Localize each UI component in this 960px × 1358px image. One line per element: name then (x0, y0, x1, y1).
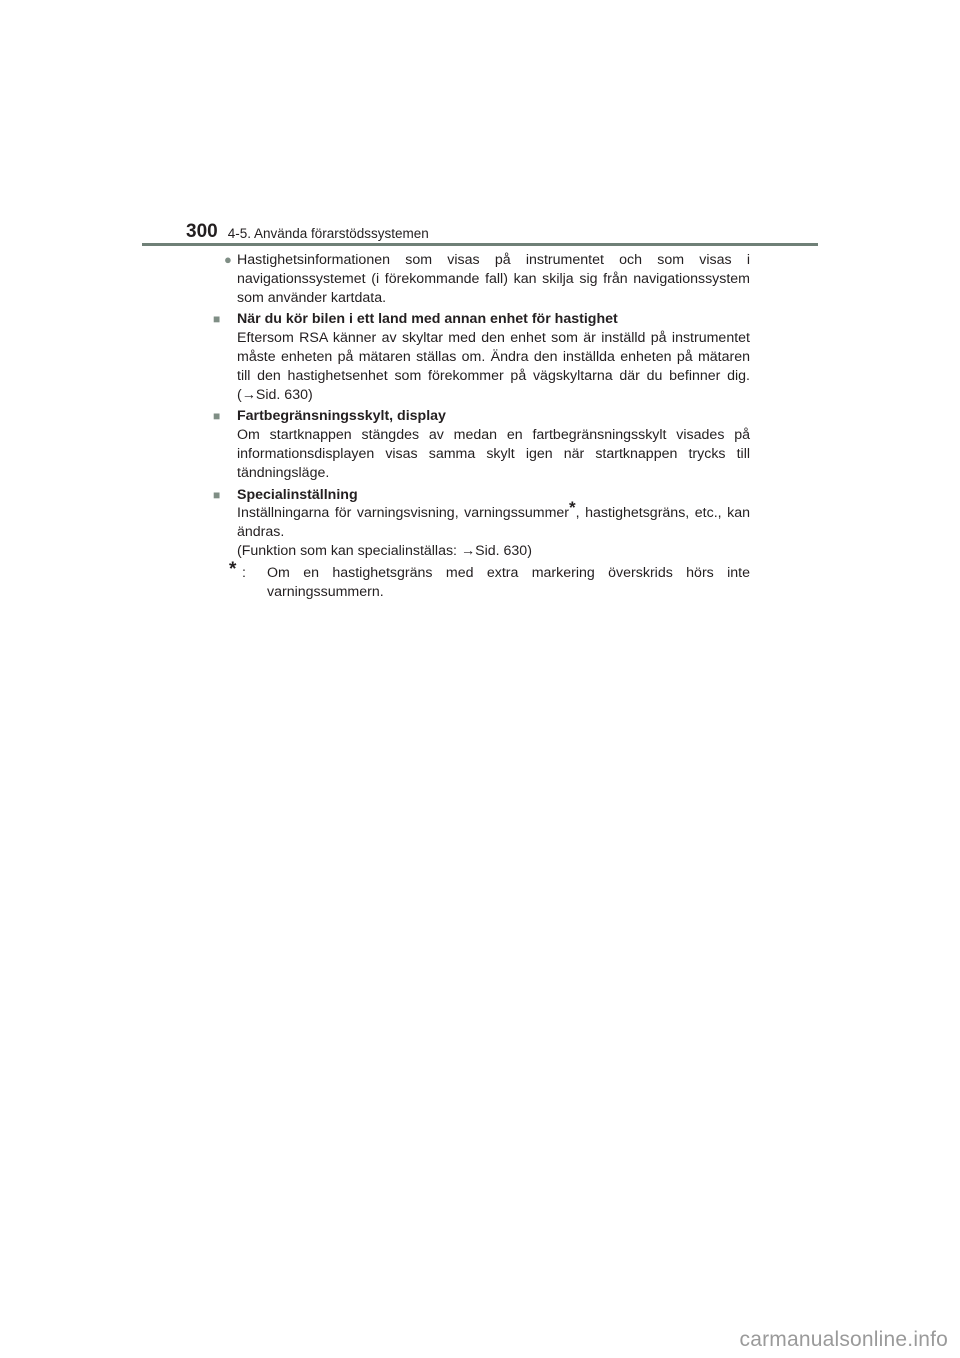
section-body: Om startknappen stängdes av medan en fartbegränsningsskylt visades på informationsdisplayen visas samma skylt igen när startknappen trycks till tändningsläge. (237, 427, 750, 481)
square-bullet-icon: ■ (213, 312, 221, 327)
section-heading-text: Fartbegränsningsskylt, display (237, 408, 446, 425)
section-body: Eftersom RSA känner av skyltar med den enhet som är inställd på instrumentet måste enheten på mätaren ställas om. Ändra den inställda enheten på mätaren till den hastighetsenhet som förekommer på vägskyltarna där du befinner dig. (→Sid. 630) (237, 330, 750, 403)
footnote-colon: : (242, 564, 246, 581)
section-unit-change (210, 310, 750, 404)
round-bullet-icon: ● (224, 252, 232, 267)
square-bullet-icon: ■ (213, 409, 221, 424)
header-divider (142, 243, 818, 246)
section-heading (210, 486, 750, 505)
footnote (210, 558, 750, 602)
watermark: carmanualsonline.info (739, 1328, 948, 1351)
bullet-text: Hastighetsinformationen som visas på instrumentet och som visas i navigationssystemet (i förekommande fall) kan skilja sig från navigationssystem som använder kartdata. (237, 252, 750, 306)
section-heading (210, 310, 750, 329)
section-customization (210, 486, 750, 561)
section-heading (210, 407, 750, 426)
page-header (186, 218, 429, 242)
footnote-text: Om en hastighetsgräns med extra markering överskrids hörs inte varningssummern. (267, 564, 750, 600)
section-heading-text: Specialinställning (237, 486, 358, 503)
section-body-text: Inställningarna för varningsvisning, varningssummer (237, 505, 570, 522)
bullet-item (210, 251, 750, 307)
section-body (210, 497, 750, 560)
page-content (210, 251, 750, 601)
section-body-text: , hastighetsgräns, etc., kan ändras. (237, 505, 750, 541)
page-number: 300 (186, 221, 218, 242)
footnote-reference: * (569, 497, 576, 517)
section-heading-text: När du kör bilen i ett land med annan enhet för hastighet (237, 311, 618, 328)
section-speed-sign (210, 407, 750, 482)
section-title: 4-5. Använda förarstödssystemen (227, 226, 429, 241)
section-body-reference: (Funktion som kan specialinställas: →Sid. 630) (237, 542, 532, 559)
footnote-mark: * (229, 558, 237, 580)
square-bullet-icon: ■ (213, 487, 221, 502)
